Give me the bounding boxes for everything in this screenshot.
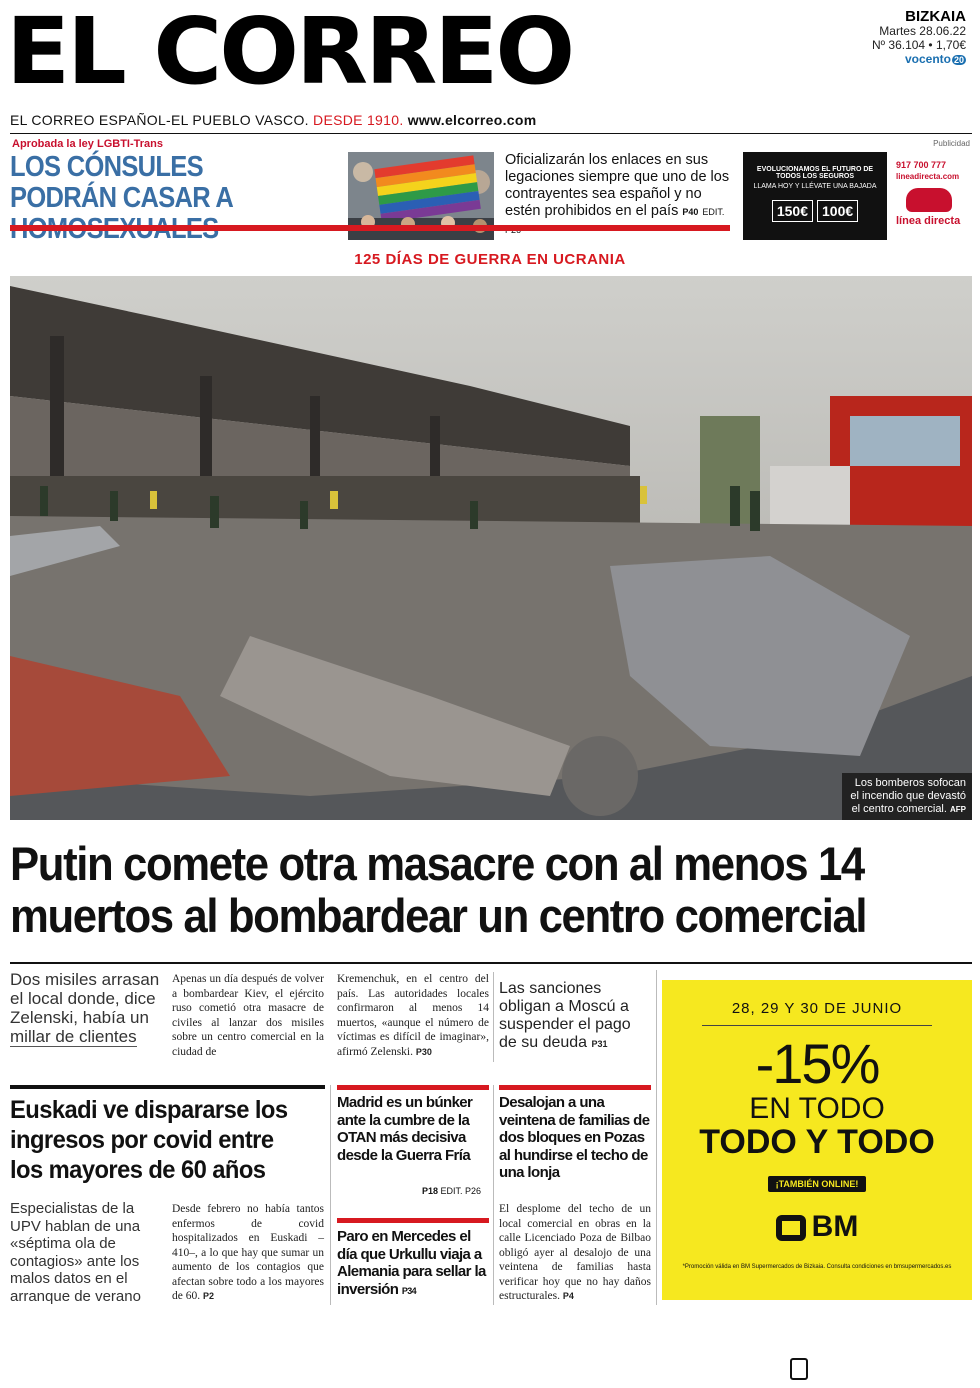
vocento-logo: vocento 20 — [904, 52, 964, 66]
edition-number: Nº 36.104 • 1,70€ — [872, 38, 966, 52]
otan-rule — [337, 1085, 489, 1090]
bm-logo-icon — [776, 1215, 806, 1241]
insurance-ad[interactable]: EVOLUCIONAMOS EL FUTURO DE TODOS LOS SEGUROS LLAMA HOY Y LLÉVATE UNA BAJADA 150€ 100€ — [743, 152, 887, 240]
edition-region: BIZKAIA — [905, 8, 966, 25]
ukraine-kicker: 125 DÍAS DE GUERRA EN UCRANIA — [354, 251, 626, 268]
otan-headline[interactable]: Madrid es un búnker ante la cumbre de la OTAN más decisiva desde la Guerra Fría — [337, 1094, 473, 1164]
linea-directa-ad[interactable]: 917 700 777 lineadirecta.com línea directa — [896, 160, 961, 227]
ads-label: Publicidad — [933, 139, 970, 148]
red-phone-icon — [906, 188, 952, 212]
page-ref: P40 — [682, 207, 699, 217]
masthead-title: EL CORREO — [6, 0, 573, 105]
main-headline[interactable]: Putin comete otra masacre con al menos 14 muertos al bombardear un centro comercial — [10, 837, 867, 942]
covid-headline[interactable]: Euskadi ve dispararse los ingresos por covid entre los mayores de 60 años — [10, 1096, 288, 1184]
pozas-body: El desplome del techo de un local comercial en obras en la calle Licenciado Poza de Bilbao obligó ayer al desalojo de una veintena de familias hasta verificar hoy que no hay daños estructurales. P4 — [499, 1203, 651, 1302]
mercedes-rule — [337, 1218, 489, 1223]
col-divider-2 — [330, 1085, 331, 1305]
barcode-icon — [790, 1358, 808, 1380]
site-url-link[interactable]: www.elcorreo.com — [407, 112, 537, 128]
bm-supermarket-ad[interactable]: 28, 29 Y 30 DE JUNIO -15% EN TODO TODO Y TODO ¡TAMBIÉN ONLINE! BM *Promoción válida en BM Supermercados de Bizkaia. Consulta condiciones en bmsupermercados.es — [662, 980, 972, 1300]
edition-date: Martes 28.06.22 — [879, 24, 966, 38]
masthead-rule — [10, 133, 972, 134]
col-divider-4 — [656, 970, 657, 1305]
sanctions-brief[interactable]: Las sanciones obligan a Moscú a suspender el pago de su deuda P31 — [499, 980, 631, 1051]
lgbt-summary: Oficializarán los enlaces en sus legaciones siempre que uno de los contrayentes sea español y no estén prohibidos en el país P40 EDIT. — [505, 152, 730, 219]
edition-info — [872, 10, 966, 67]
ukraine-body-col1: Apenas un día después de volver a bombardear Kiev, el ejército ruso cometió otra masacre de civiles al lanzar dos misiles sobre un centro comercial en la ciudad de — [172, 973, 324, 1058]
col-divider — [493, 972, 494, 1062]
col-divider-3 — [493, 1085, 494, 1305]
pozas-headline[interactable]: Desalojan a una veintena de familias de dos bloques en Pozas al hundirse el techo de una lonja — [499, 1094, 650, 1181]
ukraine-body-col2: Kremenchuk, en el centro del país. Las autoridades locales confirmaron al menos 14 muertos, «aunque el número de víctimas es difícil de imaginar», afirmó Zelenski. P30 — [337, 973, 489, 1058]
otan-refs: P18 EDIT. P26 — [422, 1186, 482, 1196]
ukraine-subhead: Dos misiles arrasan el local donde, dice Zelenski, había un millar de clientes — [10, 970, 160, 1046]
pozas-rule — [499, 1085, 651, 1090]
lgbt-headline[interactable]: LOS CÓNSULES PODRÁN CASAR A — [10, 151, 233, 214]
lgbt-red-rule — [10, 225, 730, 231]
bm-logo: BM — [662, 1210, 972, 1244]
lgbt-kicker: Aprobada la ley LGBTI-Trans — [12, 138, 163, 150]
covid-rule — [10, 1085, 325, 1089]
mercedes-headline[interactable]: Paro en Mercedes el día que Urkullu viaja a Alemania para sellar la inversión P34 — [337, 1228, 486, 1298]
photo-caption: Los bomberos sofocan el incendio que devastó el centro comercial. AFP — [842, 773, 972, 820]
covid-subhead: Especialistas de la UPV hablan de una «séptima ola de contagios» ante los malos datos en el arranque de verano — [10, 1200, 141, 1305]
section-rule — [10, 962, 972, 964]
masthead-subline: EL CORREO ESPAÑOL-EL PUEBLO VASCO. DESDE 1910. www.elcorreo.com — [10, 112, 537, 128]
covid-body: Desde febrero no había tantos enfermos de covid hospitalizados en Euskadi –410–, a lo que hay que sumar un aumento de los contagios que afectan sobre todo a los mayores de 60. P2 — [172, 1203, 324, 1302]
shopping-center-ruins-photo — [10, 276, 972, 820]
